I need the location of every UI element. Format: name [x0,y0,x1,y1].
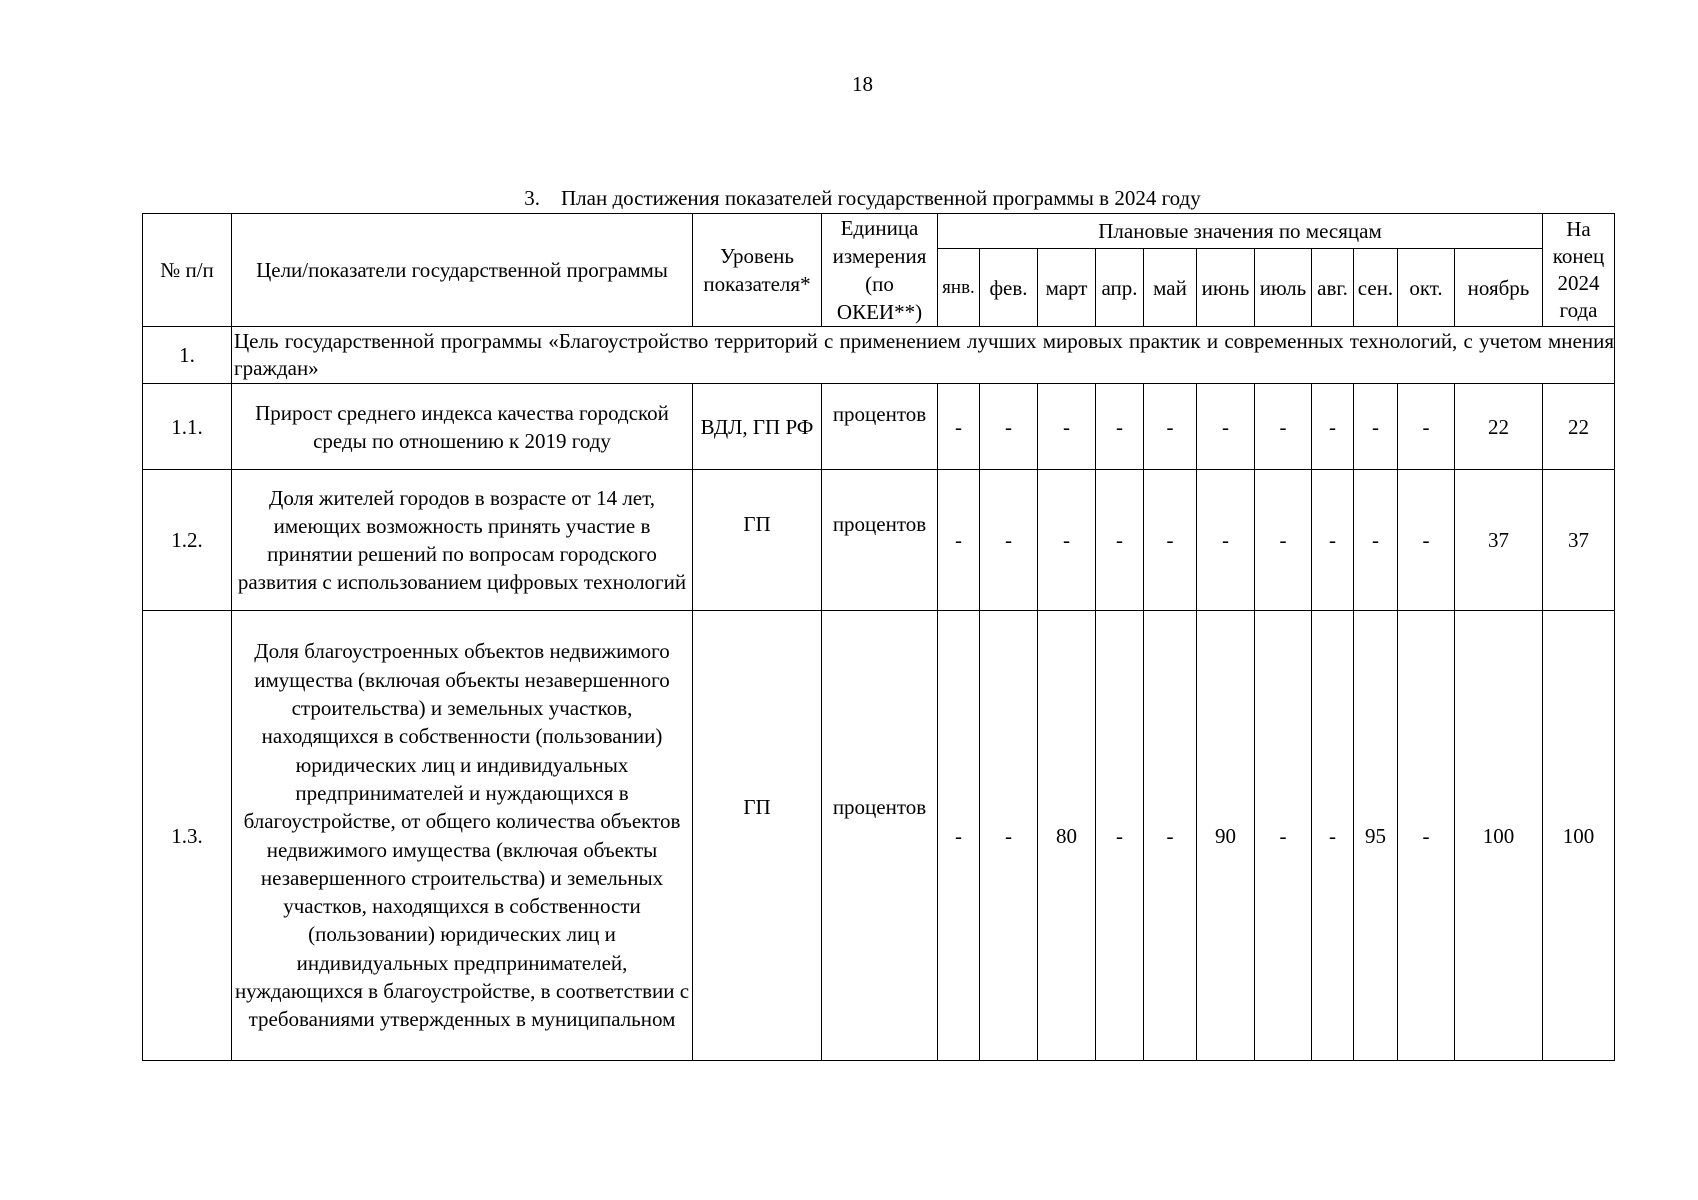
row-month-value: - [1144,470,1197,611]
row-month-value: - [1354,470,1398,611]
header-month: окт. [1398,249,1455,327]
header-unit: Единица измерения (по ОКЕИ**) [822,214,938,327]
row-indicator-name: Доля жителей городов в возрасте от 14 лет, имеющих возможность принять участие в принятии решений по вопросам городского развития с использованием цифровых технологий [232,470,693,611]
table-row [143,384,1615,470]
row-month-value: - [980,384,1038,470]
row-month-value: - [1255,384,1312,470]
header-month: июль [1255,249,1312,327]
header-planned: Плановые значения по месяцам [938,214,1543,249]
row-month-value: - [1096,384,1144,470]
header-month: сен. [1354,249,1398,327]
row-unit: процентов [822,611,938,1061]
row-level: ВДЛ, ГП РФ [693,384,822,470]
row-month-value: - [1398,470,1455,611]
row-level: ГП [693,470,822,611]
header-month: авг. [1312,249,1354,327]
row-month-value: - [1197,470,1255,611]
row-month-value: - [938,470,980,611]
row-month-value: 80 [1038,611,1096,1061]
row-month-value: 22 [1455,384,1543,470]
row-month-value: - [1255,470,1312,611]
row-month-value: - [1096,470,1144,611]
row-month-value: - [1038,384,1096,470]
row-indicator-name: Прирост среднего индекса качества городской среды по отношению к 2019 году [232,384,693,470]
row-month-value: 37 [1455,470,1543,611]
row-month-value: - [938,384,980,470]
row-indicator-name: Доля благоустроенных объектов недвижимого имущества (включая объекты незавершенного строительства) и земельных участков, находящихся в собственности (пользовании) юридических лиц и индивидуальных предпринимателей и нуждающихся в благоустройстве, от общего количества объектов недвижимого имущества (включая объекты незавершенного строительства) и земельных участков, находящихся в собственности (пользовании) юридических лиц и индивидуальных предпринимателей, нуждающихся в благоустройстве, в соответствии с требованиями утвержденных в муниципальном [232,611,693,1061]
row-level: ГП [693,611,822,1061]
row-unit: процентов [822,470,938,611]
row-num: 1.1. [143,384,232,470]
goal-num: 1. [143,327,232,384]
header-indicator: Цели/показатели государственной программы [232,214,693,327]
row-month-value: - [980,470,1038,611]
table-row [143,611,1615,1061]
goal-row [143,327,1615,384]
row-month-value: - [1255,611,1312,1061]
row-month-value: - [1144,384,1197,470]
header-num: № п/п [143,214,232,327]
row-end-value: 22 [1543,384,1615,470]
row-month-value: - [1354,384,1398,470]
header-month: янв. [938,249,980,327]
row-unit: процентов [822,384,938,470]
header-month: фев. [980,249,1038,327]
header-month: март [1038,249,1096,327]
row-month-value: - [1312,611,1354,1061]
row-end-value: 37 [1543,470,1615,611]
row-month-value: 90 [1197,611,1255,1061]
row-num: 1.2. [143,470,232,611]
page-number: 18 [852,72,873,96]
row-month-value: - [1312,470,1354,611]
row-num: 1.3. [143,611,232,1061]
row-month-value: - [1038,470,1096,611]
row-month-value: - [938,611,980,1061]
header-level: Уровень показателя* [693,214,822,327]
row-month-value: - [1197,384,1255,470]
header-month: июнь [1197,249,1255,327]
row-month-value: - [1096,611,1144,1061]
goal-text: Цель государственной программы «Благоустройство территорий с применением лучших мировых практик и современных технологий, с учетом мнения граждан» [232,327,1615,384]
header-row-1 [143,214,1615,249]
header-month: май [1144,249,1197,327]
plan-table [142,213,1615,1061]
table-row [143,470,1615,611]
row-month-value: 95 [1354,611,1398,1061]
row-month-value: - [980,611,1038,1061]
header-month: ноябрь [1455,249,1543,327]
row-month-value: 100 [1455,611,1543,1061]
table-title: 3. План достижения показателей государственной программы в 2024 году [524,186,1201,210]
header-month: апр. [1096,249,1144,327]
row-month-value: - [1144,611,1197,1061]
row-month-value: - [1398,384,1455,470]
row-month-value: - [1312,384,1354,470]
header-end-of-year: На конец 2024 года [1543,214,1615,327]
row-month-value: - [1398,611,1455,1061]
row-end-value: 100 [1543,611,1615,1061]
